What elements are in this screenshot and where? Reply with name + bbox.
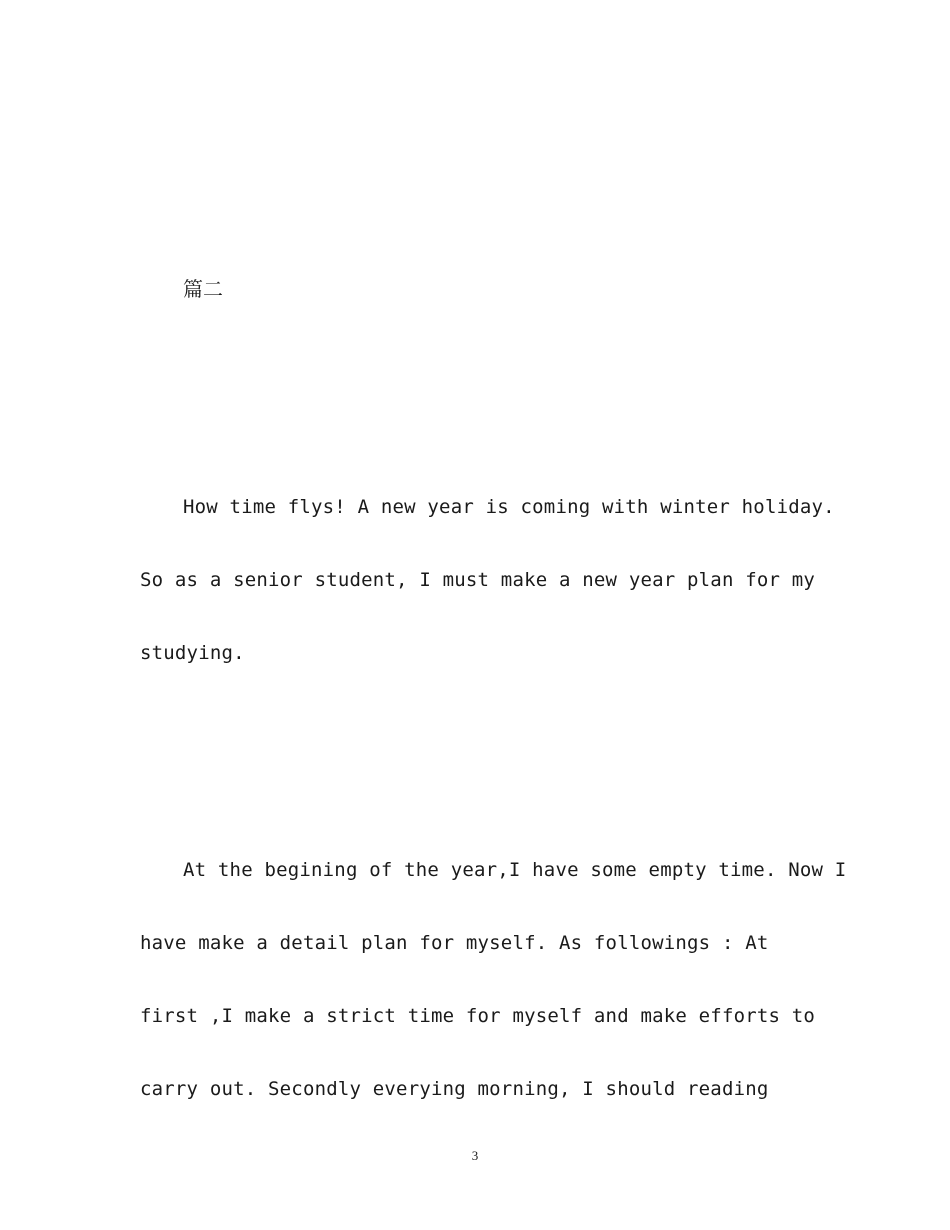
paragraph-line: So as a senior student, I must make a new year plan for my bbox=[140, 569, 816, 591]
paragraph-line: At the begining of the year,I have some empty time. Now I bbox=[183, 859, 847, 881]
paragraph-line: studying. bbox=[140, 642, 245, 664]
paragraph-line: first ,I make a strict time for myself and make efforts to bbox=[140, 1005, 816, 1027]
section-heading: 篇二 bbox=[183, 277, 223, 301]
paragraph-line: How time flys! A new year is coming with winter holiday. bbox=[183, 496, 835, 518]
paragraph-line: have make a detail plan for myself. As followings : At bbox=[140, 932, 769, 954]
page-number: 3 bbox=[471, 1148, 479, 1163]
paragraph-line: carry out. Secondly everying morning, I should reading bbox=[140, 1078, 769, 1100]
